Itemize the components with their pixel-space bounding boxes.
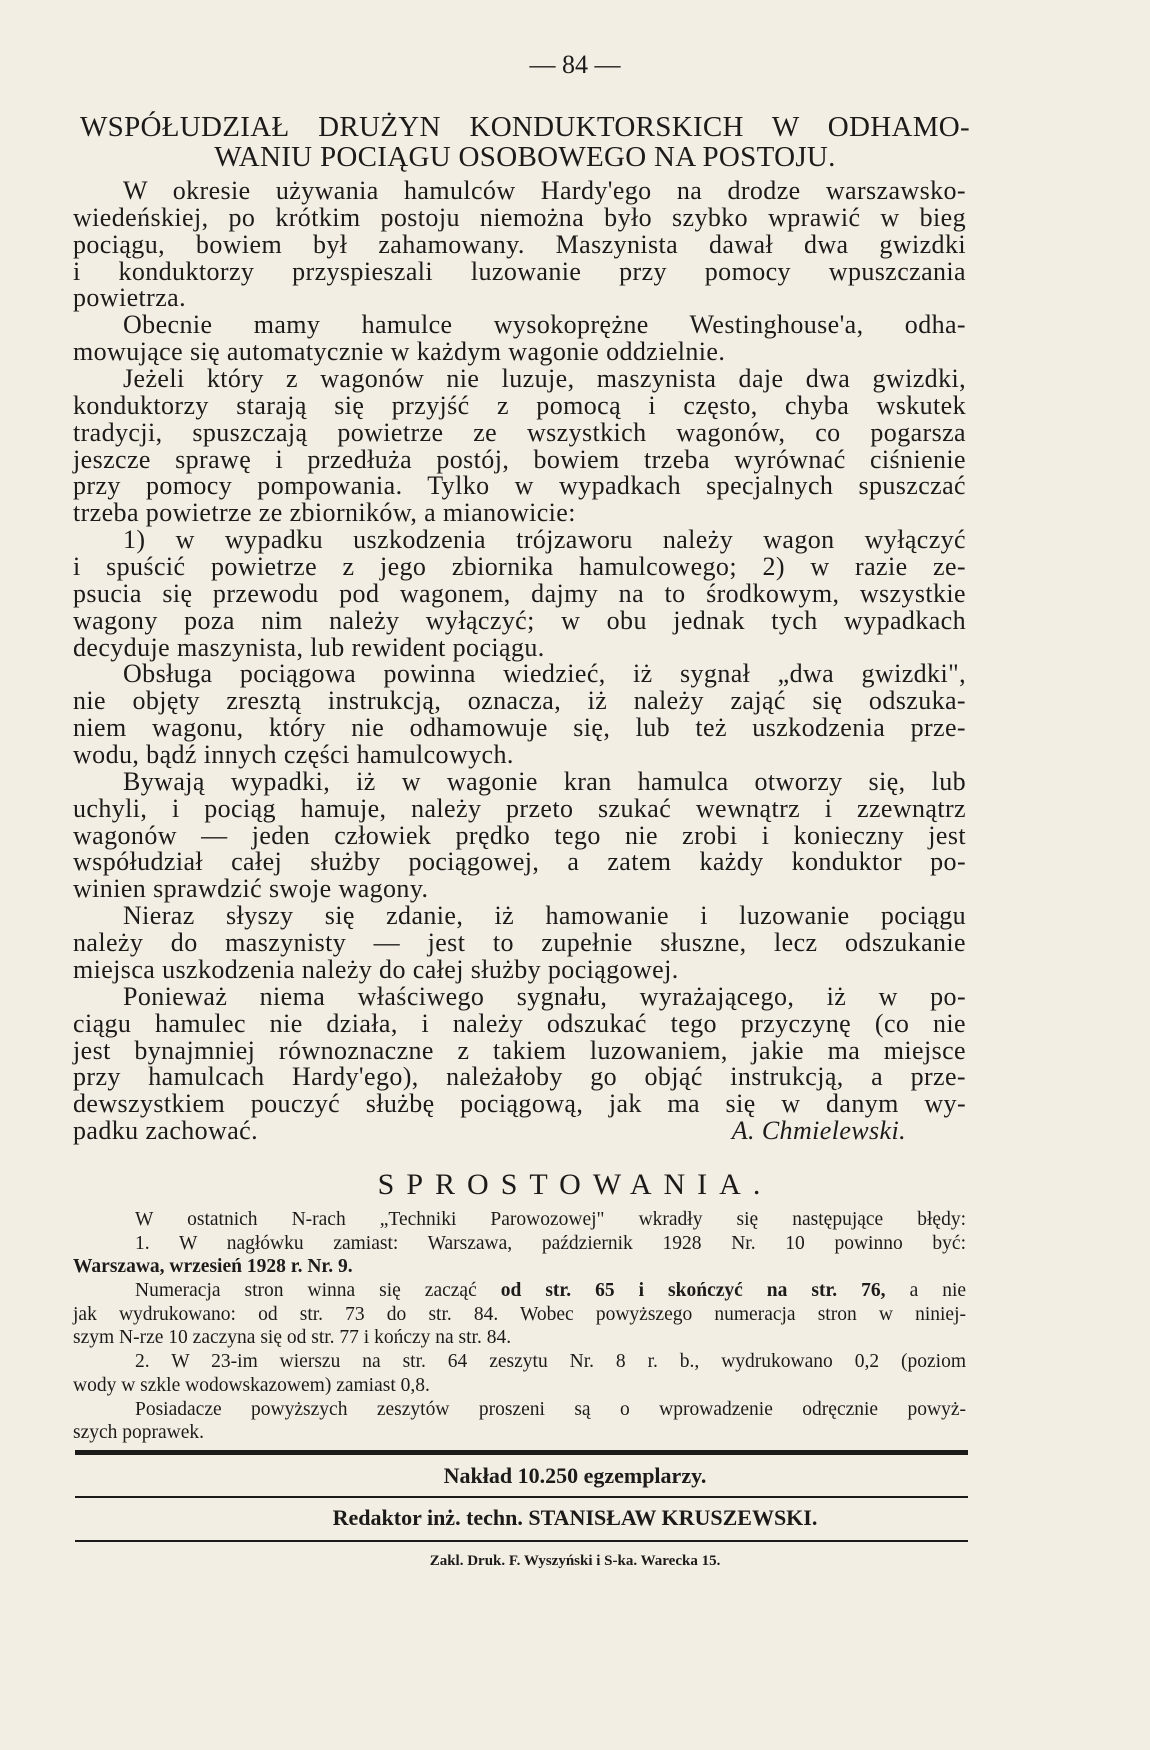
text-line: wiedeńskiej, po krótkim postoju niemożna było szybko wprawić w bieg — [73, 202, 966, 232]
text-line: i spuścić powietrze z jego zbiornika hamulcowego; 2) w razie ze- — [73, 552, 966, 582]
text-line: przy hamulcach Hardy'ego), należałoby go objąć instrukcją, a prze- — [73, 1062, 966, 1092]
numbering-line: jak wydrukowano: od str. 73 do str. 84. Wobec powyższego numeracja stron w niniej- — [73, 1303, 966, 1325]
text-line: W okresie używania hamulców Hardy'ego na drodze warszawsko- — [123, 176, 966, 205]
text-line: i konduktorzy przyspieszali luzowanie przy pomocy wpuszczania — [73, 256, 966, 286]
correction-item-2: 2. W 23-im wierszu na str. 64 zeszytu Nr. 8 r. b., wydrukowano 0,2 (poziom — [135, 1351, 966, 1373]
text-line: winien sprawdzić swoje wagony. — [73, 874, 429, 904]
correction-bold-text: Warszawa, wrzesień 1928 r. Nr. 9. — [73, 1256, 353, 1278]
text-line: przy pomocy pompowania. Tylko w wypadkach specjalnych spuszczać — [73, 471, 966, 501]
text-line: współudział całej służby pociągowej, a zatem każdy konduktor po- — [73, 847, 966, 877]
text-line: Bywają wypadki, iż w wagonie kran hamulca otworzy się, lub — [123, 766, 966, 796]
corrections-intro: W ostatnich N-rach „Techniki Parowozowej" wkradły się następujące błędy: — [135, 1209, 966, 1230]
text-line: konduktorzy starają się przyjść z pomocą i często, chyba wskutek — [73, 390, 966, 420]
numbering-text: a nie — [909, 1280, 967, 1302]
title-line: WANIU POCIĄGU OSOBOWEGO NA POSTOJU. — [214, 141, 836, 173]
text-line: uchyli, i pociąg hamuje, należy przeto szukać wewnątrz i zzewnątrz — [73, 793, 966, 823]
text-line: wagonów — jeden człowiek prędko tego nie zrobi i konieczny jest — [73, 820, 966, 850]
text-line: dewszystkiem pouczyć służbę pociągową, jak ma się w danym wy- — [73, 1089, 966, 1119]
divider-rule — [75, 1540, 968, 1542]
text-line: tradycji, spuszczają powietrze ze wszystkich wagonów, co pogarsza — [73, 417, 966, 447]
numbering-line — [73, 1279, 966, 1303]
correction-item-1-bold — [73, 1255, 966, 1279]
corrections-body — [73, 1208, 966, 1445]
text-line: należy do maszynisty — jest to zupełnie słuszne, lecz odszukanie — [73, 928, 966, 958]
correction-final: Posiadacze powyższych zeszytów proszeni są o wprowadzenie odręcznie powyż- — [135, 1398, 966, 1420]
numbering-text: Numeracja stron winna się zacząć — [135, 1280, 477, 1302]
text-line: Jeżeli który z wagonów nie luzuje, maszynista daje dwa gwizdki, — [123, 364, 966, 394]
text-line: wodu, bądź innych części hamulcowych. — [73, 740, 514, 770]
divider-rule — [75, 1450, 968, 1455]
article-title — [80, 112, 970, 172]
circulation-text: Nakład 10.250 egzemplarzy. — [443, 1463, 707, 1488]
author-signature: A. Chmielewski. — [731, 1116, 906, 1146]
text-line: nie objęty zresztą instrukcją, oznacza, iż należy zająć się odszuka- — [73, 686, 966, 716]
text-line: Ponieważ niema właściwego sygnału, wyrażającego, iż w po- — [123, 981, 966, 1011]
text-line: psucia się przewodu pod wagonem, dajmy na to środkowym, wszystkie — [73, 578, 966, 608]
text-line: wagony poza nim należy wyłączyć; w obu jednak tych wypadkach — [73, 605, 966, 635]
text-line: niem wagonu, który nie odhamowuje się, lub też uszkodzenia prze- — [73, 713, 966, 743]
correction-item-2: wody w szkle wodowskazowem) zamiast 0,8. — [73, 1374, 430, 1396]
numbering-line: szym N-rze 10 zaczyna się od str. 77 i kończy na str. 84. — [73, 1327, 512, 1349]
page-number: — 84 — — [529, 50, 621, 79]
text-line: jeszcze sprawę i przedłuża postój, bowiem trzeba wyrównać ciśnienie — [73, 444, 966, 474]
correction-final: szych poprawek. — [73, 1422, 205, 1444]
text-line: Nieraz słyszy się zdanie, iż hamowanie i luzowanie pociągu — [123, 901, 966, 931]
corrections-heading: SPROSTOWANIA. — [377, 1168, 773, 1201]
text-line: miejsca uszkodzenia należy do całej służby pociągowej. — [73, 954, 679, 984]
text-line: decyduje maszynista, lub rewident pociągu. — [73, 632, 545, 662]
correction-item-1: 1. W nagłówku zamiast: Warszawa, październik 1928 Nr. 10 powinno być: — [135, 1232, 966, 1254]
text-line: 1) w wypadku uszkodzenia trójzaworu należy wagon wyłączyć — [123, 525, 966, 555]
text-line: powietrza. — [73, 283, 187, 313]
numbering-bold: od str. 65 i skończyć na str. 76, — [500, 1280, 886, 1302]
editor-text: Redaktor inż. techn. STANISŁAW KRUSZEWSKI. — [332, 1505, 818, 1530]
divider-rule — [75, 1496, 968, 1498]
text-line: Obecnie mamy hamulce wysokoprężne Westinghouse'a, odha- — [123, 310, 966, 340]
article-body — [73, 178, 966, 1145]
text-line: ciągu hamulec nie działa, i należy odszukać tego przyczynę (co nie — [73, 1008, 966, 1038]
text-line: pociągu, bowiem był zahamowany. Maszynista dawał dwa gwizdki — [73, 229, 966, 259]
text-line: padku zachować. — [73, 1116, 259, 1146]
text-line: trzeba powietrze ze zbiorników, a mianowicie: — [73, 498, 576, 528]
text-line: mowujące się automatycznie w każdym wagonie oddzielnie. — [73, 337, 726, 367]
printer-text: Zakl. Druk. F. Wyszyński i S-ka. Warecka 15. — [429, 1553, 721, 1569]
closing-line — [73, 1118, 966, 1145]
text-line: jest bynajmniej równoznaczne z takiem luzowaniem, jakie ma miejsce — [73, 1035, 966, 1065]
title-line: WSPÓŁUDZIAŁ DRUŻYN KONDUKTORSKICH W ODHAMO- — [80, 111, 970, 143]
text-line: Obsługa pociągowa powinna wiedzieć, iż sygnał „dwa gwizdki", — [123, 659, 966, 689]
